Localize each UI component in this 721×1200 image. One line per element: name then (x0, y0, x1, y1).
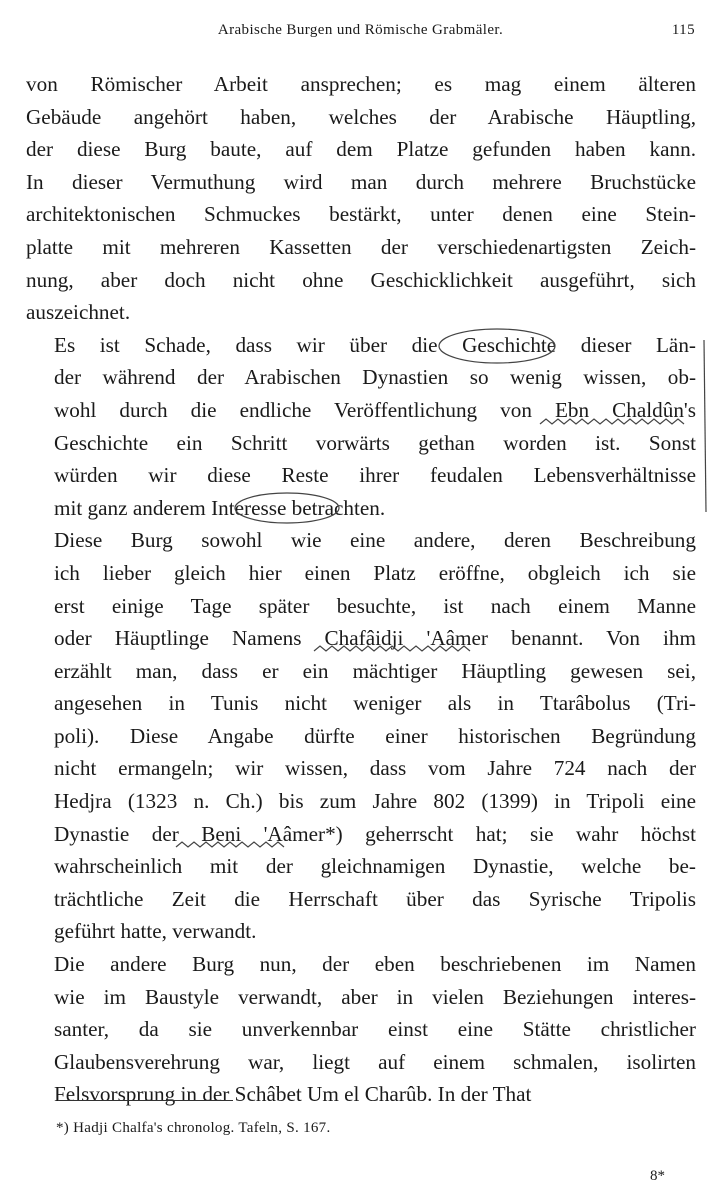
text-line: Es ist Schade, dass wir über die Geschichte dieser Län- (54, 332, 696, 357)
paragraph (26, 329, 696, 525)
text-line: Geschichte ein Schritt vorwärts gethan worden ist. Sonst (54, 430, 696, 455)
text-line: auszeichnet. (26, 300, 131, 325)
text-line: Felsvorsprung in der Schâbet Um el Charûb. In der That (54, 1082, 532, 1107)
text-line: geführt hatte, verwandt. (54, 919, 257, 944)
text-line: wie im Baustyle verwandt, aber in vielen Beziehungen interes- (54, 984, 696, 1009)
text-line: Gebäude angehört haben, welches der Arabische Häuptling, (26, 104, 696, 129)
paragraph (26, 524, 696, 948)
text-line: wohl durch die endliche Veröffentlichung von Ebn Chaldûn's (54, 397, 696, 422)
text-line: oder Häuptlinge Namens Chafâidji 'Aâmer benannt. Von ihm (54, 626, 696, 651)
footnote-rule (58, 1100, 233, 1101)
text-line: Die andere Burg nun, der eben beschriebenen im Namen (54, 952, 696, 977)
text-line: platte mit mehreren Kassetten der verschiedenartigsten Zeich- (26, 234, 696, 259)
text-line: poli). Diese Angabe dürfte einer historischen Begründung (54, 723, 696, 748)
text-line: der während der Arabischen Dynastien so wenig wissen, ob- (54, 365, 696, 390)
text-line: erst einige Tage später besuchte, ist nach einem Manne (54, 593, 696, 618)
paragraph (26, 68, 696, 329)
text-line: nung, aber doch nicht ohne Geschicklichkeit ausgeführt, sich (26, 267, 696, 292)
page-header (0, 22, 721, 46)
text-line: angesehen in Tunis nicht weniger als in Ttarâbolus (Tri- (54, 691, 696, 716)
body-text (26, 68, 696, 1111)
text-line: von Römischer Arbeit ansprechen; es mag einem älteren (26, 72, 696, 96)
text-line: In dieser Vermuthung wird man durch mehrere Bruchstücke (26, 169, 696, 194)
paragraph (26, 948, 696, 1111)
footnote: *) Hadji Chalfa's chronolog. Tafeln, S. 167. (56, 1120, 331, 1136)
text-line: Glaubensverehrung war, liegt auf einem schmalen, isolirten (54, 1049, 696, 1074)
text-line: mit ganz anderem Interesse betrachten. (54, 495, 386, 520)
text-line: ich lieber gleich hier einen Platz eröffne, obgleich ich sie (54, 560, 696, 585)
text-line: architektonischen Schmuckes bestärkt, unter denen eine Stein- (26, 202, 696, 227)
annotation-bracket-right (704, 340, 706, 512)
running-title: Arabische Burgen und Römische Grabmäler. (217, 22, 504, 38)
text-line: würden wir diese Reste ihrer feudalen Lebensverhältnisse (54, 463, 696, 488)
page-number: 115 (671, 22, 695, 38)
signature-mark: 8* (650, 1168, 665, 1184)
text-line: Dynastie der Beni 'Aâmer*) geherrscht hat; sie wahr höchst (54, 821, 696, 846)
text-line: wahrscheinlich mit der gleichnamigen Dynastie, welche be- (54, 854, 696, 879)
text-line: Diese Burg sowohl wie eine andere, deren Beschreibung (54, 528, 696, 553)
text-line: erzählt man, dass er ein mächtiger Häuptling gewesen sei, (54, 658, 696, 683)
text-line: trächtliche Zeit die Herrschaft über das Syrische Tripolis (54, 886, 696, 911)
text-line: Hedjra (1323 n. Ch.) bis zum Jahre 802 (1399) in Tripoli eine (54, 789, 696, 814)
text-line: santer, da sie unverkennbar einst eine Stätte christlicher (54, 1017, 696, 1042)
text-line: nicht ermangeln; wir wissen, dass vom Jahre 724 nach der (54, 756, 696, 781)
text-line: der diese Burg baute, auf dem Platze gefunden haben kann. (26, 137, 696, 162)
